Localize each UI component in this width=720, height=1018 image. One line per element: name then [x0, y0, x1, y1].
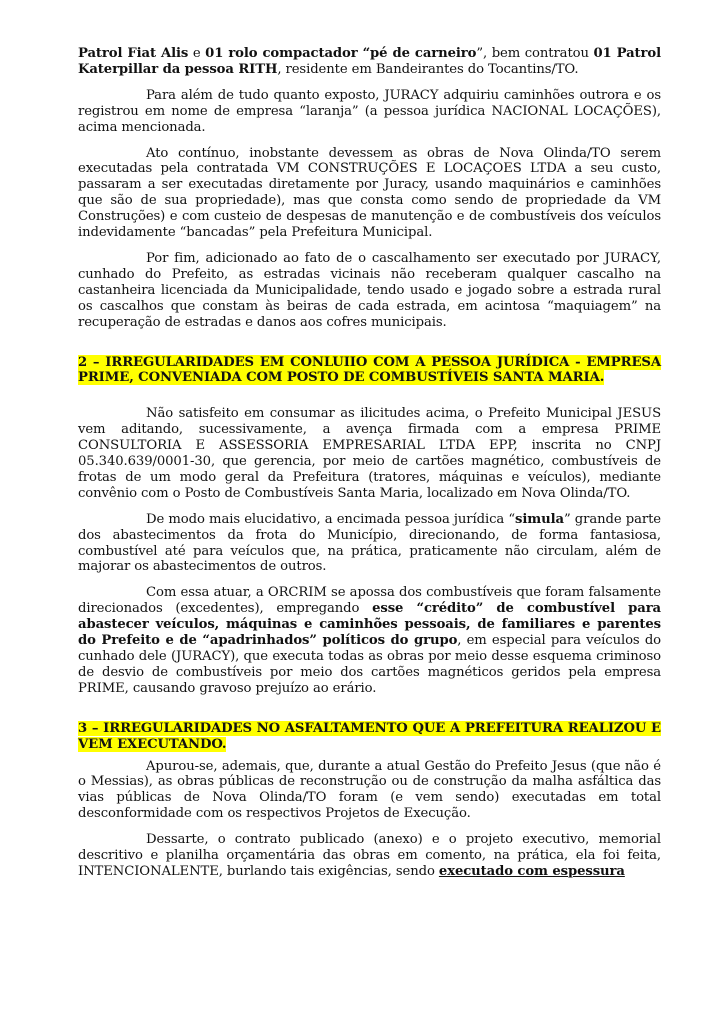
text-run: ”, bem contratou [476, 46, 594, 61]
heading-highlight: 3 – IRREGULARIDADES NO ASFALTAMENTO QUE A PREFEITURA REALIZOU E VEM EXECUTANDO. [78, 720, 661, 752]
bold-phrase: 01 rolo compactador “pé de carneiro [205, 46, 477, 61]
paragraph-orcrim [78, 585, 661, 696]
text-run: , em especial para veículos do cunhado dele (JURACY), que executa todas as obras por meio desse esquema criminoso de desvio de combustíveis por meio dos cartões magnéticos geridos pela empresa PRIME, causando gravoso prejuízo ao erário. [78, 633, 661, 696]
text-run: Com essa atuar, a ORCRIM se apossa dos combustíveis que foram falsamente direcionados (excedentes), empregando [78, 585, 661, 617]
bold-phrase: 01 Patrol Katerpillar da pessoa RITH [78, 46, 661, 77]
paragraph-prime-contract: Não satisfeito em consumar as ilicitudes acima, o Prefeito Municipal JESUS vem aditando, sucessivamente, a avença firmada com a empresa PRIME CONSULTORIA E ASSESSORIA EMPRESARIAL LTDA EPP, inscrita no CNPJ 05.340.639/0001-30, que gerencia, por meio de cartões magnético, combustíveis de frotas de um modo geral da Prefeitura (tratores, máquinas e veículos), mediante convênio com o Posto de Combustíveis Santa Maria, localizado em Nova Olinda/TO. [78, 406, 661, 501]
text-run: , residente em Bandeirantes do Tocantins/TO. [277, 61, 579, 77]
paragraph-cascalhamento: Por fim, adicionado ao fato de o cascalhamento ser executado por JURACY, cunhado do Prefeito, as estradas vicinais não receberam qualquer cascalho na castanheira licenciada da Municipalidade, tendo usado e jogado sobre a estrada rural os cascalhos que constam às beiras de cada estrada, em acintosa “maquiagem” na recuperação de estradas e danos aos cofres municipais. [78, 250, 661, 330]
paragraph-asfaltamento: Apurou-se, ademais, que, durante a atual Gestão do Prefeito Jesus (que não é o Messias), as obras públicas de reconstrução ou de construção da malha asfáltica das vias públicas de Nova Olinda/TO foram (e vem sendo) executadas em total desconformidade com os respectivos Projetos de Execução. [78, 758, 661, 822]
bold-phrase: esse “crédito” de combustível para abastecer veículos, máquinas e caminhões pessoais, de familiares e parentes do Prefeito e de “apadrinhados” políticos do grupo [78, 601, 661, 649]
section-heading-3 [78, 721, 661, 753]
paragraph-contrato [78, 832, 661, 880]
section-heading-2 [78, 355, 661, 387]
paragraph-juracy-trucks: Para além de tudo quanto exposto, JURACY adquiriu caminhões outrora e os registrou em nome de empresa “laranja” (a pessoa jurídica NACIONAL LOCAÇÕES), acima mencionada. [78, 87, 661, 135]
bold-underlined-phrase: executado com espessura [438, 863, 625, 879]
text-run: De modo mais elucidativo, a encimada pessoa jurídica “ [146, 511, 515, 527]
text-run: e [188, 46, 206, 61]
text-run: ” grande parte dos abastecimentos da frota do Município, direcionando, de forma fantasiosa, combustível até para veículos que, na prática, praticamente não circulam, além de majorar os abastecimentos de outros. [78, 511, 661, 575]
paragraph-simula [78, 512, 661, 576]
bold-phrase: Patrol Fiat Alis [78, 46, 189, 61]
paragraph-equipment [78, 46, 661, 78]
text-run: Dessarte, o contrato publicado (anexo) e o projeto executivo, memorial descritivo e planilha orçamentária das obras em comento, na prática, ela foi feita, INTENCIONALENTE, burlando tais exigências, sendo [78, 832, 661, 879]
paragraph-vm-construcoes: Ato contínuo, inobstante devessem as obras de Nova Olinda/TO serem executadas pela contratada VM CONSTRUÇÕES E LOCAÇOES LTDA a seu custo, passaram a ser executadas diretamente por Juracy, usando maquinários e caminhões que são de sua propriedade), mas que consta como sendo de propriedade da VM Construções) e com custeio de despesas de manutenção e de combustíveis dos veículos indevidamente “bancadas” pela Prefeitura Municipal. [78, 145, 661, 241]
bold-phrase: simula [515, 511, 564, 527]
heading-highlight: 2 – IRREGULARIDADES EM CONLUIIO COM A PESSOA JURÍDICA - EMPRESA PRIME, CONVENIADA COM POSTO DE COMBUSTÍVEIS SANTA MARIA. [78, 354, 661, 386]
